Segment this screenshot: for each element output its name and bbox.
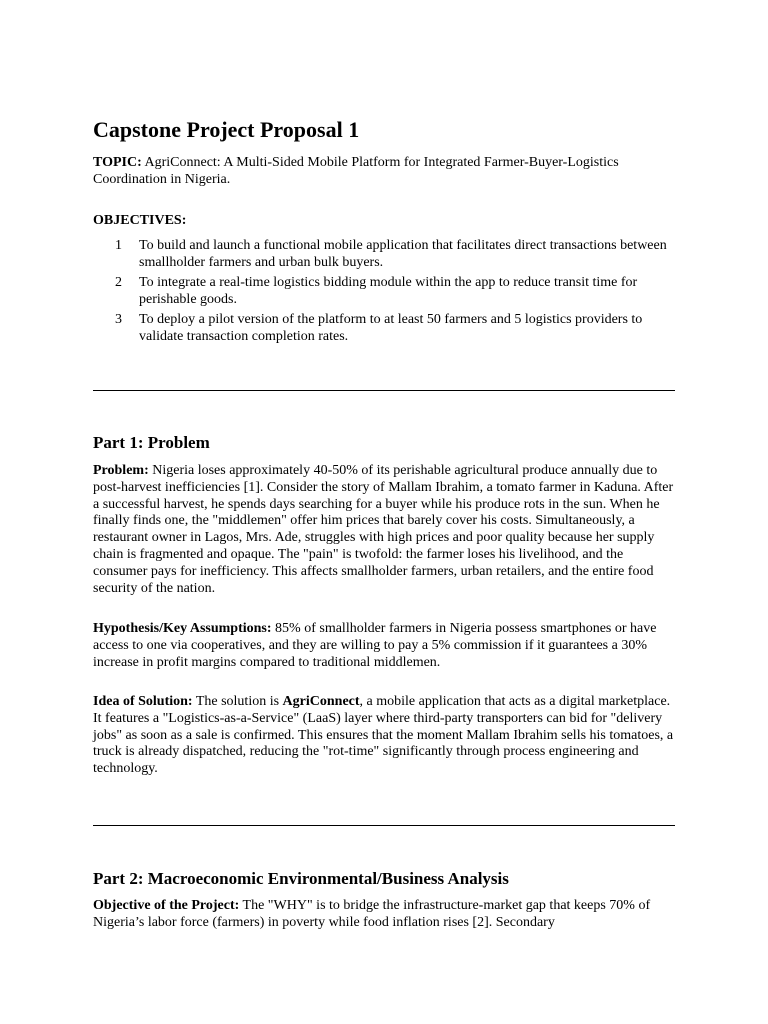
list-item-text: To build and launch a functional mobile application that facilitates direct transactions between smallholder farmers and urban bulk buyers. bbox=[139, 238, 667, 270]
part2-heading: Part 2: Macroeconomic Environmental/Business Analysis bbox=[93, 869, 509, 888]
list-item-number: 2 bbox=[115, 275, 122, 290]
part1-heading: Part 1: Problem bbox=[93, 433, 210, 452]
list-item-text: To integrate a real-time logistics bidding module within the app to reduce transit time for perishable goods. bbox=[139, 275, 638, 307]
problem-label: Problem: bbox=[93, 463, 149, 478]
list-item bbox=[93, 237, 675, 271]
solution-paragraph: Idea of Solution: The solution is AgriConnect, a mobile application that acts as a digital marketplace. It features a "Logistics-as-a-Service" (LaaS) layer where third-party transporters can bid for "delivery jobs" as soon as a sale is confirmed. This ensures that the moment Mallam Ibrahim sells his tomatoes, a truck is already dispatched, reducing the "rot-time" significantly through process engineering and technology. bbox=[93, 694, 674, 777]
problem-text: Nigeria loses approximately 40-50% of its perishable agricultural produce annually due to post-harvest inefficiencies [1]. Consider the story of Mallam Ibrahim, a tomato farmer in Kaduna. After a successful harvest, he spends days searching for a buyer while his produce rots in the sun. When he finally finds one, the "middlemen" offer him prices that barely cover his costs. Simultaneously, a restaurant owner in Lagos, Mrs. Ade, struggles with high prices and poor quality because her supply chain is fragmented and opaque. The "pain" is twofold: the farmer loses his livelihood, and the consumer pays for inefficiency. This affects smallholder farmers, urban retailers, and the entire food security of the nation. bbox=[93, 463, 674, 596]
objective-text: The "WHY" is to bridge the infrastructure-market gap that keeps 70% of Nigeria’s labor force (farmers) in poverty while food inflation rises [2]. Secondary bbox=[93, 898, 651, 930]
list-item bbox=[93, 311, 675, 345]
hypothesis-text: 85% of smallholder farmers in Nigeria possess smartphones or have access to one via cooperatives, and they are willing to pay a 5% commission if it guarantees a 30% increase in profit margins compared to traditional middlemen. bbox=[93, 621, 657, 670]
objectives-list bbox=[93, 237, 675, 348]
objective-paragraph bbox=[93, 898, 675, 932]
section-divider bbox=[93, 390, 675, 391]
hypothesis-paragraph bbox=[93, 621, 675, 671]
topic-text: AgriConnect: A Multi-Sided Mobile Platform for Integrated Farmer-Buyer-Logistics Coordination in Nigeria. bbox=[93, 155, 619, 187]
solution-label: Idea of Solution: bbox=[93, 694, 193, 709]
document-title: Capstone Project Proposal 1 bbox=[93, 117, 360, 142]
objectives-heading: OBJECTIVES: bbox=[93, 213, 187, 228]
hypothesis-label: Hypothesis/Key Assumptions: bbox=[93, 621, 272, 636]
topic-label: TOPIC: bbox=[93, 155, 142, 170]
section-divider bbox=[93, 825, 675, 826]
list-item-number: 3 bbox=[115, 312, 122, 327]
list-item-number: 1 bbox=[115, 238, 122, 253]
solution-brand: AgriConnect bbox=[282, 694, 360, 709]
topic-paragraph bbox=[93, 155, 675, 189]
list-item-text: To deploy a pilot version of the platform to at least 50 farmers and 5 logistics providers to validate transaction completion rates. bbox=[139, 312, 643, 344]
problem-paragraph bbox=[93, 463, 675, 597]
objective-label: Objective of the Project: bbox=[93, 898, 240, 913]
list-item bbox=[93, 274, 675, 308]
